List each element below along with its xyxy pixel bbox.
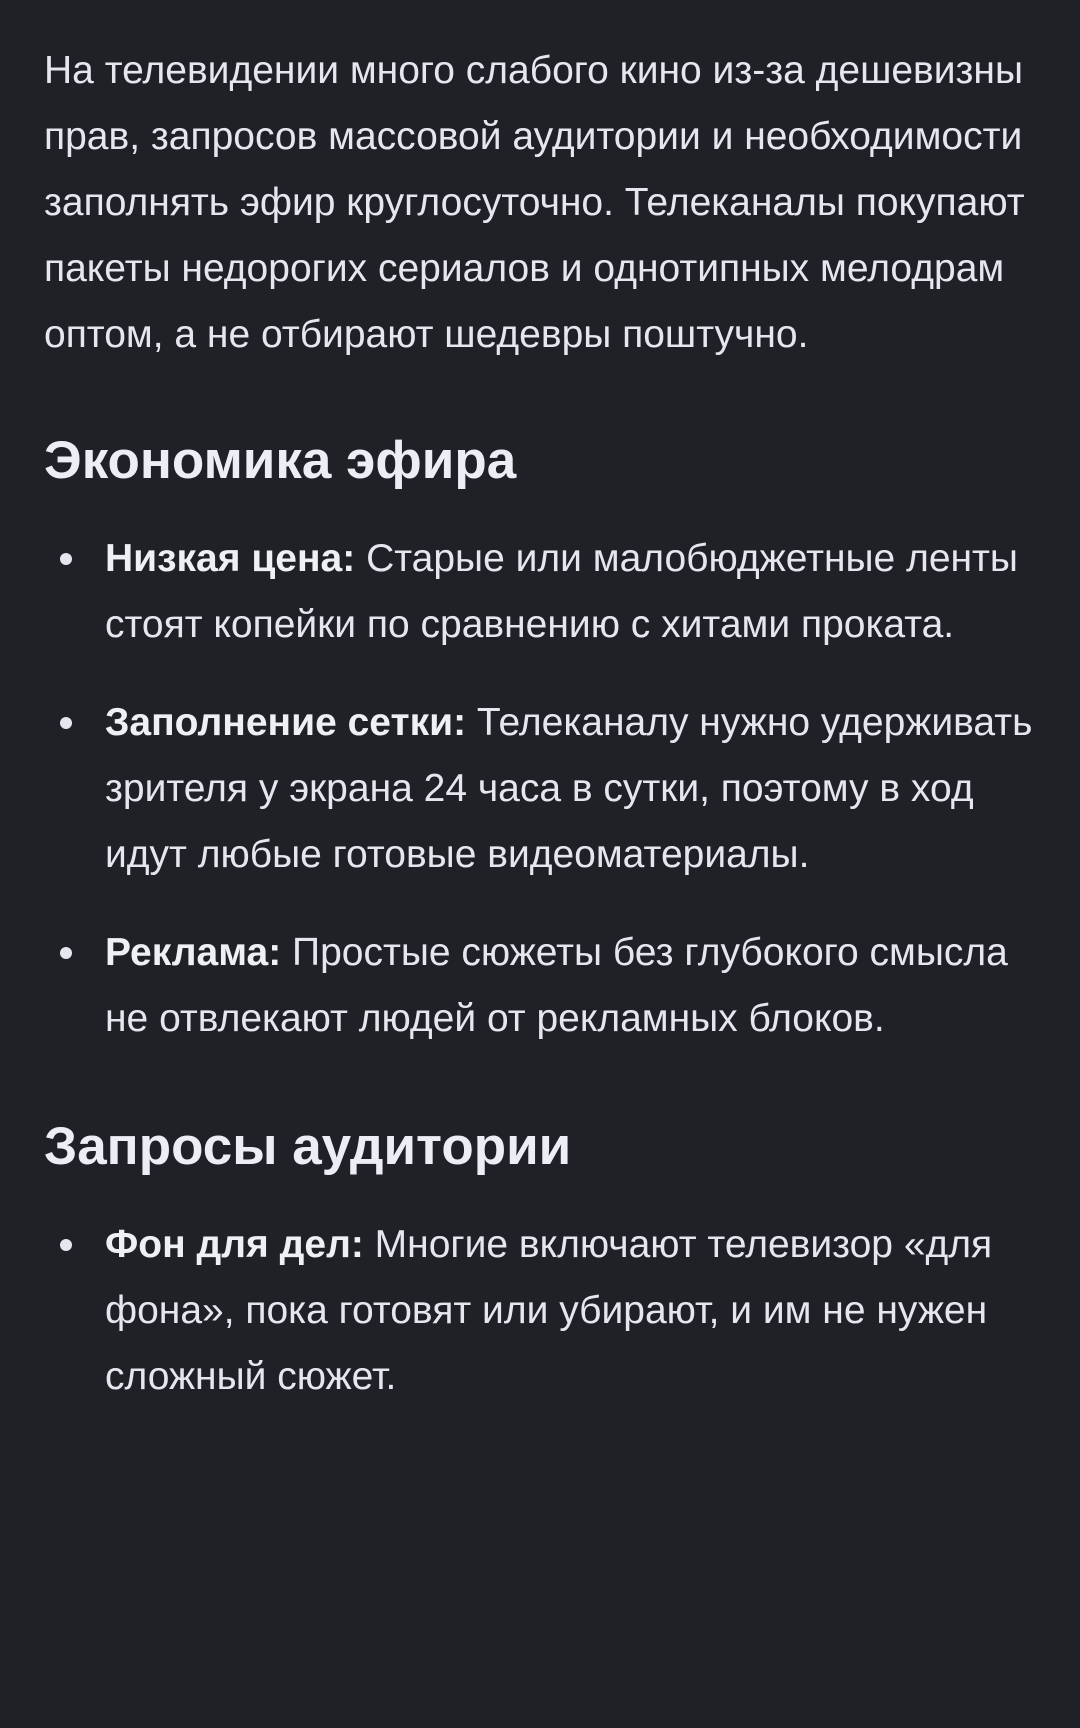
bullet-list — [44, 526, 1036, 1052]
section-audience-requests — [44, 1112, 1036, 1410]
bullet-point-icon — [60, 717, 72, 729]
bullet-term: Низкая цена: — [105, 537, 356, 580]
intro-paragraph: На телевидении много слабого кино из-за дешевизны прав, запросов массовой аудитории и необходимости заполнять эфир круглосуточно. Телеканалы покупают пакеты недорогих сериалов и однотипных мелодрам оптом, а не отбирают шедевры поштучно. — [44, 49, 1025, 356]
bullet-term: Реклама: — [105, 931, 282, 974]
bullet-text: Телеканалу нужно удерживать зрителя у экрана 24 часа в сутки, поэтому в ход идут любые готовые видеоматериалы. — [105, 701, 1033, 876]
bullet-term: Заполнение сетки: — [105, 701, 467, 744]
bullet-point-icon — [60, 553, 72, 565]
bullet-text: Простые сюжеты без глубокого смысла не отвлекают людей от рекламных блоков. — [105, 931, 1008, 1040]
list-item — [44, 526, 1036, 658]
bullet-point-icon — [60, 1239, 72, 1251]
list-item — [44, 1212, 1036, 1410]
section-heading: Запросы аудитории — [44, 1117, 572, 1176]
list-item — [44, 690, 1036, 888]
bullet-text: Многие включают телевизор «для фона», пока готовят или убирают, и им не нужен сложный сюжет. — [105, 1223, 993, 1398]
bullet-point-icon — [60, 947, 72, 959]
section-air-economics — [44, 426, 1036, 1052]
bullet-list — [44, 1212, 1036, 1410]
section-heading: Экономика эфира — [44, 431, 517, 490]
list-item — [44, 920, 1036, 1052]
bullet-text: Старые или малобюджетные ленты стоят копейки по сравнению с хитами проката. — [105, 537, 1018, 646]
bullet-term: Фон для дел: — [105, 1223, 364, 1266]
